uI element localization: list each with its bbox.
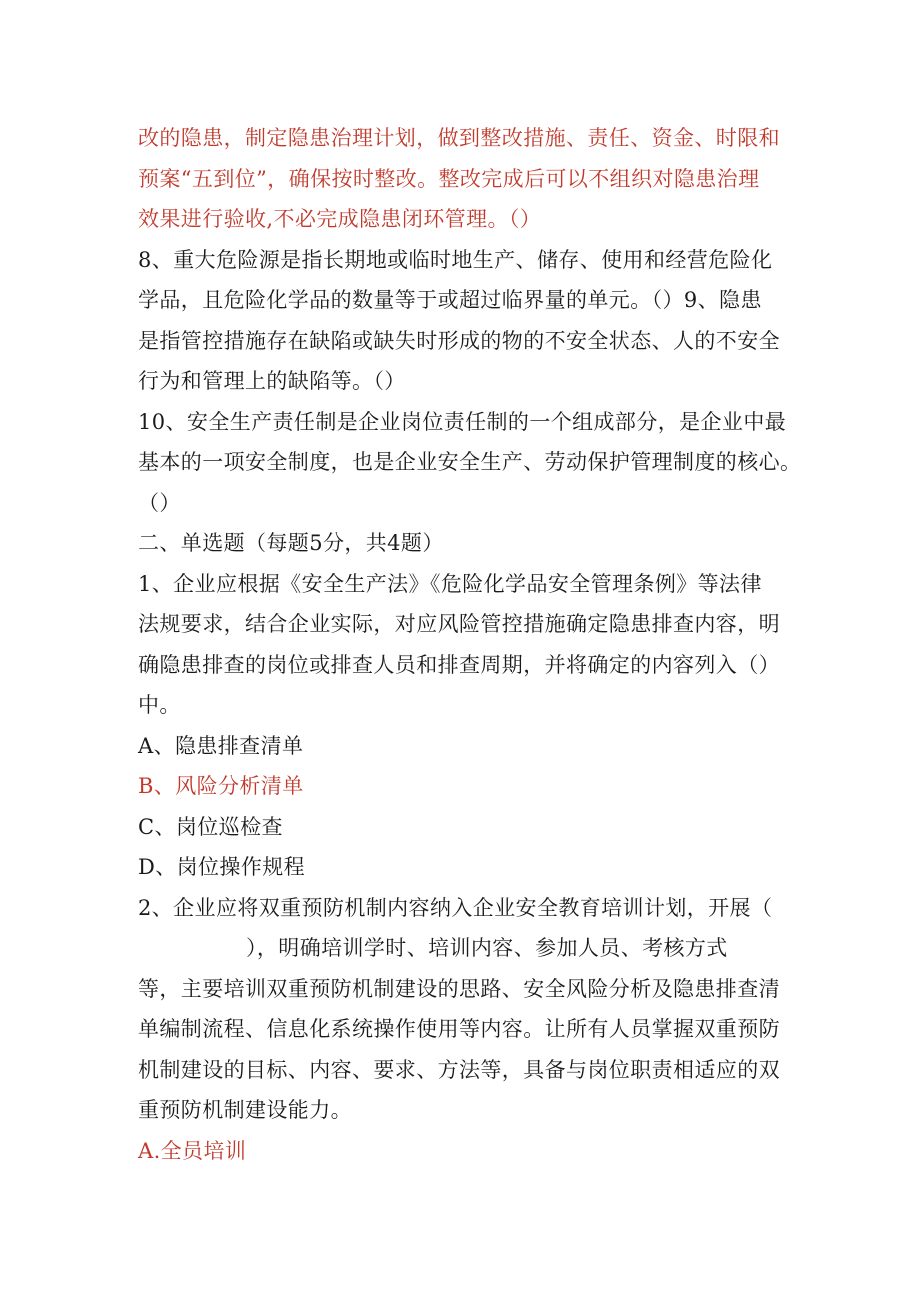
mc-question-1-line-1: 1、企业应根据《安全生产法》《危险化学品安全管理条例》等法律: [138, 571, 762, 596]
mc-question-1-line-2: 法规要求，结合企业实际，对应风险管控措施确定隐患排查内容，明: [138, 612, 780, 636]
question-10-line-1: 10、安全生产责任制是企业岗位责任制的一个组成部分，是企业中最: [138, 409, 787, 434]
mc-question-2-line-2: ），明确培训学时、培训内容、参加人员、考核方式: [246, 936, 728, 960]
document-page: [138, 118, 802, 1171]
mc-question-2-line-4: 单编制流程、信息化系统操作使用等内容。让所有人员掌握双重预防: [138, 1017, 780, 1041]
mc-question-2-line-1: 2、企业应将双重预防机制内容纳入企业安全教育培训计划，开展（: [138, 895, 773, 920]
mc-question-2-option-a-answer: A.全员培训: [138, 1138, 247, 1163]
text-line-hazard-rectification-2: 预案“五到位”，确保按时整改。整改完成后可以不组织对隐患治理: [138, 166, 760, 191]
question-8-line-2: 学品，且危险化学品的数量等于或超过临界量的单元。（）9、隐患: [138, 288, 762, 312]
text-line-hazard-rectification-3: 效果进行验收,不必完成隐患闭环管理。（）: [138, 207, 542, 231]
mc-question-2-line-3: 等，主要培训双重预防机制建设的思路、安全风险分析及隐患排查清: [138, 976, 780, 1001]
question-10-line-3: （）: [138, 490, 181, 515]
question-10-line-2: 基本的一项安全制度，也是企业安全生产、劳动保护管理制度的核心。: [138, 450, 802, 474]
question-9-line-2: 行为和管理上的缺陷等。（）: [138, 369, 406, 393]
text-line-hazard-rectification-1: 改的隐患，制定隐患治理计划，做到整改措施、责任、资金、时限和: [138, 126, 780, 150]
mc-question-2-line-6: 重预防机制建设能力。: [138, 1098, 352, 1122]
mc-question-2-line-5: 机制建设的目标、内容、要求、方法等，具备与岗位职责相适应的双: [138, 1057, 780, 1082]
mc-question-1-option-a: A、隐患排查清单: [138, 733, 304, 758]
mc-question-1-option-c: C、岗位巡检查: [138, 814, 283, 839]
question-9-line-1: 是指管控措施存在缺陷或缺失时形成的物的不安全状态、人的不安全: [138, 328, 780, 353]
mc-question-1-line-4: 中。: [138, 693, 181, 717]
section-heading-single-choice: 二、单选题（每题5分，共4题）: [138, 531, 444, 555]
mc-question-1-line-3: 确隐患排查的岗位或排查人员和排查周期，并将确定的内容列入（）: [138, 652, 780, 677]
mc-question-1-option-b-answer: B、风险分析清单: [138, 774, 304, 798]
mc-question-1-option-d: D、岗位操作规程: [138, 855, 306, 879]
question-8-line-1: 8、重大危险源是指长期地或临时地生产、储存、使用和经营危险化: [138, 247, 773, 272]
